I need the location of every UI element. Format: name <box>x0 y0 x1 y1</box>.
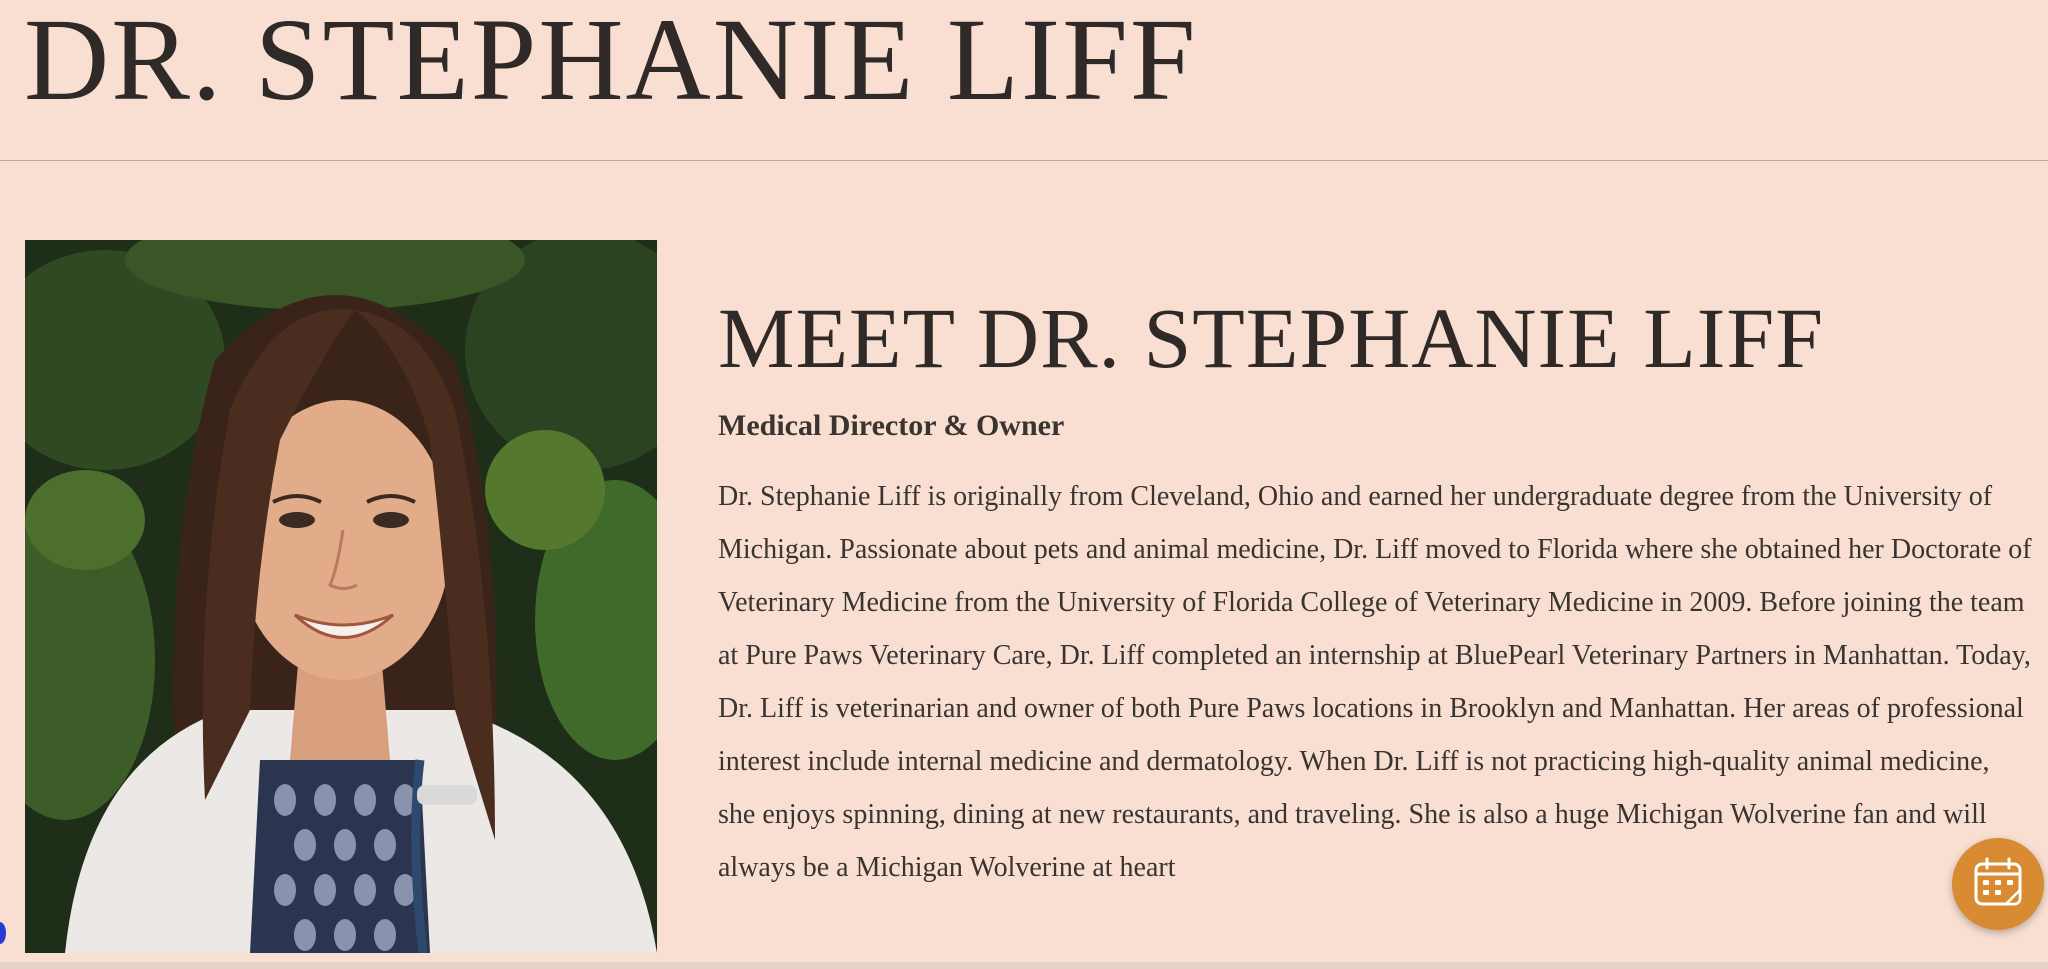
calendar-icon <box>1970 854 2026 915</box>
edge-indicator <box>0 922 6 944</box>
doctor-role: Medical Director & Owner <box>718 409 1065 442</box>
header-divider <box>0 160 2048 161</box>
profile-section <box>718 290 2032 894</box>
doctor-bio: Dr. Stephanie Liff is originally from Cleveland, Ohio and earned her undergraduate degree from the University of Michigan. Passionate about pets and animal medicine, Dr. Liff moved to Florida where she obtained her Doctorate of Veterinary Medicine from the University of Florida College of Veterinary Medicine in 2009. Before joining the team at Pure Paws Veterinary Care, Dr. Liff completed an internship at BluePearl Veterinary Partners in Manhattan. Today, Dr. Liff is veterinarian and owner of both Pure Paws locations in Brooklyn and Manhattan. Her areas of professional interest include internal medicine and dermatology. When Dr. Liff is not practicing high-quality animal medicine, she enjoys spinning, dining at new restaurants, and traveling. She is also a huge Michigan Wolverine fan and will always be a Michigan Wolverine at heart <box>718 481 2032 883</box>
doctor-portrait <box>25 240 657 953</box>
book-appointment-button[interactable] <box>1952 838 2044 930</box>
bottom-edge <box>0 962 2048 969</box>
page-title: DR. STEPHANIE LIFF <box>24 0 1198 125</box>
section-heading: MEET DR. STEPHANIE LIFF <box>718 290 1825 386</box>
